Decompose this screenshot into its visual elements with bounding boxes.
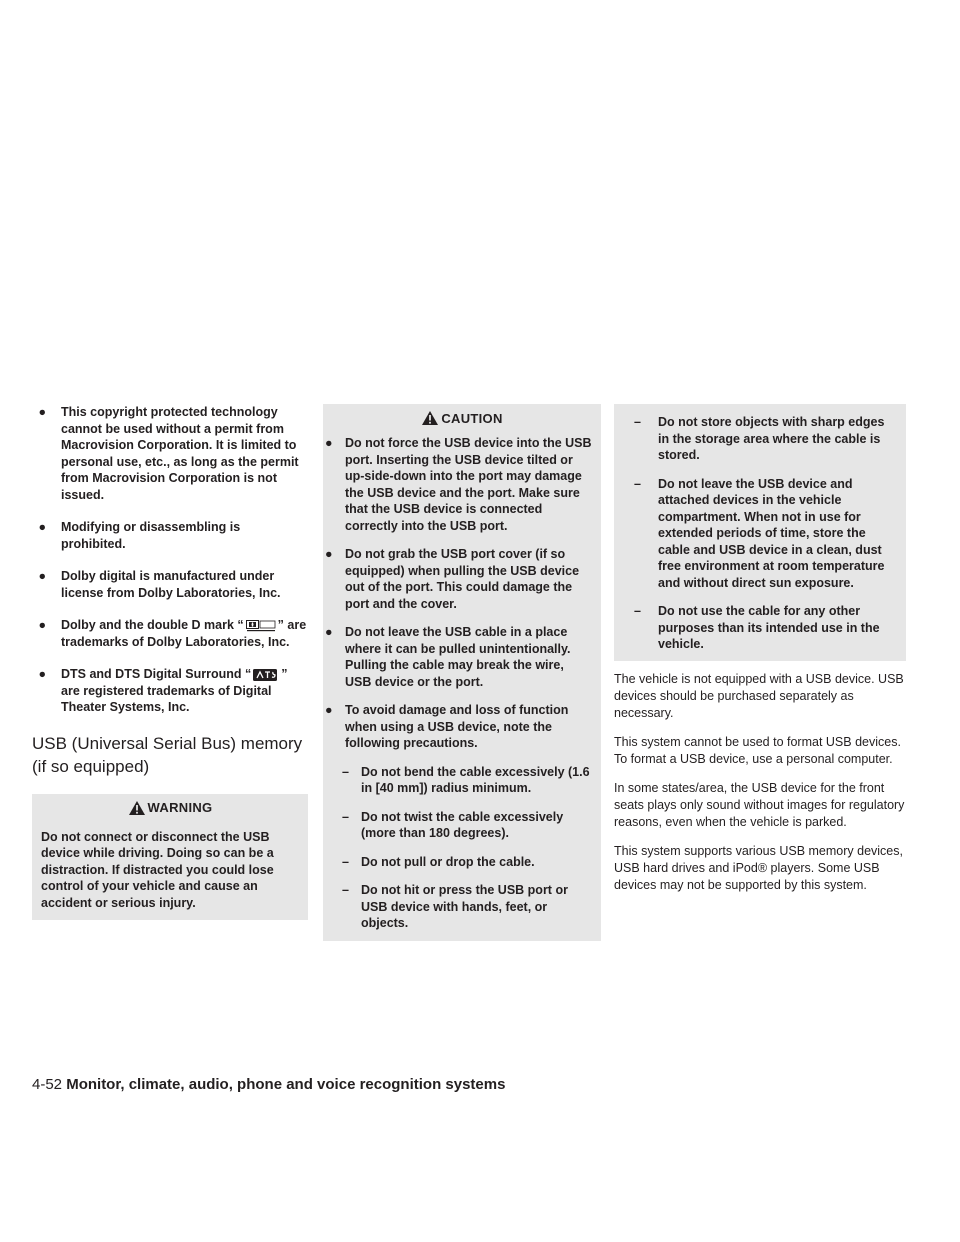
- bullet-text-pre: DTS and DTS Digital Surround “: [61, 667, 252, 681]
- caution-dash-text: Do not use the cable for any other purposes than its intended use in the vehicle.: [658, 604, 880, 651]
- chapter-title: Monitor, climate, audio, phone and voice recognition systems: [66, 1076, 506, 1093]
- caution-dash-text: Do not hit or press the USB port or USB device with hands, feet, or objects.: [361, 883, 568, 930]
- caution-dash-item: [323, 854, 592, 871]
- bullet-text: Dolby digital is manufactured under license from Dolby Laboratories, Inc.: [61, 569, 281, 600]
- caution-bullet-text: To avoid damage and loss of function when using a USB device, note the following precautions.: [345, 703, 569, 750]
- middle-column: [323, 404, 601, 941]
- dash-mark: –: [634, 415, 641, 429]
- caution-dash-text: Do not bend the cable excessively (1.6 in [40 mm]) radius minimum.: [361, 764, 590, 795]
- bullet-dot: ●: [38, 618, 46, 632]
- caution-dash-item: [323, 809, 592, 842]
- body-paragraph: The vehicle is not equipped with a USB device. USB devices should be purchased separately as necessary.: [614, 671, 904, 720]
- caution-bullet-text: Do not leave the USB cable in a place where it can be pulled unintentionally. Pulling the cable may break the wire, USB device or the port.: [345, 625, 571, 689]
- dash-mark: –: [342, 883, 349, 897]
- bullet-text-pre: Dolby and the double D mark “: [61, 618, 244, 632]
- caution-dash-item: [622, 414, 894, 464]
- caution-bullet-text: Do not force the USB device into the USB port. Inserting the USB device tilted or up-side-down into the port may damage the USB device and the port. Make sure that the USB device is connected correctly into the USB port.: [345, 436, 592, 533]
- bullet-dolby-license: [32, 568, 308, 601]
- warning-title: WARNING: [147, 800, 213, 815]
- caution-dash-item: [323, 764, 592, 797]
- warning-box: [32, 794, 308, 921]
- dts-logo-icon: [253, 669, 279, 681]
- bullet-dot: ●: [325, 436, 333, 450]
- bullet-dot: ●: [38, 405, 46, 419]
- section-title-usb: USB (Universal Serial Bus) memory (if so equipped): [32, 733, 303, 776]
- bullet-dot: ●: [38, 569, 46, 583]
- caution-triangle-icon: [421, 410, 439, 426]
- page-footer: [32, 1076, 505, 1093]
- caution-dash-text: Do not twist the cable excessively (more than 180 degrees).: [361, 809, 564, 840]
- bullet-dot: ●: [325, 703, 333, 717]
- dash-mark: –: [342, 764, 349, 779]
- dash-mark: –: [342, 854, 349, 869]
- warning-triangle-icon: [128, 800, 146, 816]
- bullet-dolby-mark: [32, 617, 308, 650]
- caution-dash-item: [622, 476, 894, 592]
- bullet-dot: ●: [325, 625, 333, 639]
- bullet-modifying: [32, 519, 308, 552]
- body-paragraph: This system cannot be used to format USB devices. To format a USB device, use a personal computer.: [614, 734, 901, 766]
- caution-dash-text: Do not store objects with sharp edges in the storage area where the cable is stored.: [658, 415, 885, 462]
- bullet-text: Modifying or disassembling is prohibited.: [61, 520, 241, 551]
- dash-mark: –: [634, 604, 641, 618]
- bullet-dot: ●: [38, 667, 46, 681]
- bullet-dts: [32, 666, 308, 716]
- dash-mark: –: [342, 809, 349, 824]
- caution-dash-item: [323, 882, 592, 932]
- bullet-dot: ●: [38, 520, 46, 534]
- page-number: 4-52: [32, 1076, 63, 1093]
- caution-dash-item: [622, 603, 894, 653]
- warning-header: [32, 794, 308, 821]
- dolby-digital-logo-icon: [246, 620, 276, 632]
- bullet-text: This copyright protected technology cannot be used without a permit from Macrovision Corporation. It is limited to personal use, etc., as long as the permit from Macrovision Corporation is not issued.: [61, 405, 299, 502]
- right-column: [614, 404, 906, 906]
- bullet-macrovision: [32, 404, 308, 503]
- caution-title: CAUTION: [441, 410, 503, 426]
- bullet-text-post: ” are registered trademarks of Digital Theater Systems, Inc.: [61, 667, 288, 714]
- caution-bullet: [323, 546, 592, 612]
- body-paragraph: This system supports various USB memory devices, USB hard drives and iPod® players. Some USB devices may not be supported by this system.: [614, 843, 903, 892]
- caution-dash-text: Do not pull or drop the cable.: [361, 854, 535, 869]
- left-column: [32, 404, 308, 920]
- caution-bullet: [323, 702, 592, 752]
- warning-text: Do not connect or disconnect the USB device while driving. Doing so can be a distraction. If distracted you could lose control of your vehicle and cause an accident or serious injury.: [41, 829, 274, 910]
- caution-bullet-text: Do not grab the USB port cover (if so equipped) when pulling the USB device out of the port. This could damage the port and the cover.: [345, 547, 580, 611]
- caution-box: [323, 404, 601, 941]
- caution-bullet: [323, 435, 592, 534]
- dash-mark: –: [634, 476, 641, 491]
- caution-dash-text: Do not leave the USB device and attached devices in the vehicle compartment. When not in use for extended periods of time, store the cable and USB device in a clean, dust free environment at room temperature and without direct sun exposure.: [658, 476, 885, 590]
- body-paragraph: In some states/area, the USB device for the front seats plays only sound without images for regulatory reasons, even when the vehicle is parked.: [614, 780, 905, 829]
- bullet-dot: ●: [325, 547, 333, 561]
- caution-bullet: [323, 624, 592, 690]
- bullet-text-post: ” are trademarks of Dolby Laboratories, Inc.: [61, 618, 307, 649]
- caution-box-continued: [614, 404, 906, 661]
- caution-header: [323, 404, 601, 431]
